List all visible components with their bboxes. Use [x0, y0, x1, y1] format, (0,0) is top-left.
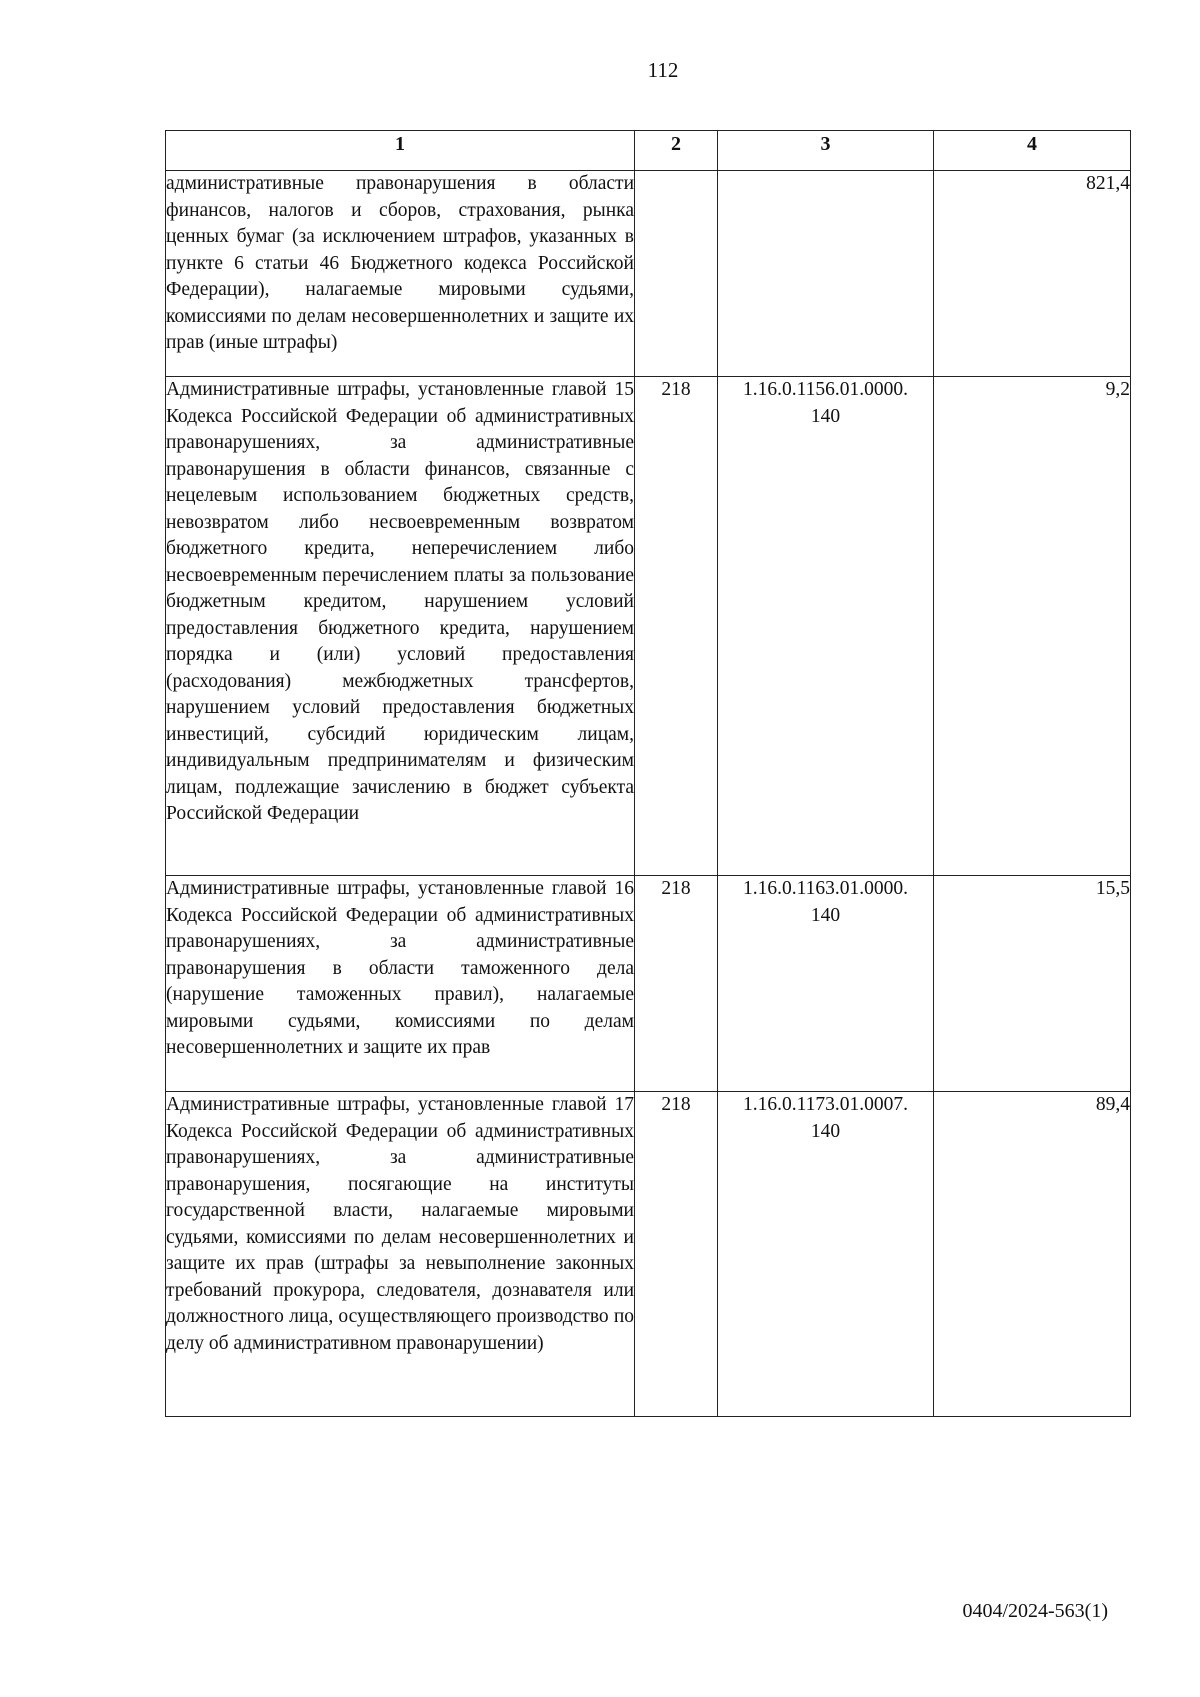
amount-cell: 821,4	[934, 171, 1131, 377]
admin-code-cell: 218	[635, 876, 718, 1092]
column-header-1: 1	[166, 131, 635, 171]
budget-code-cell	[718, 1092, 934, 1417]
revenue-name-cell: Административные штрафы, установленные главой 17 Кодекса Российской Федерации об административных правонарушениях, за административные правонарушения, посягающие на институты государственной власти, налагаемые мировыми судьями, комиссиями по делам несовершеннолетних и защите их прав (штрафы за невыполнение законных требований прокурора, следователя, дознавателя или должностного лица, осуществляющего производство по делу об административном правонарушении)	[166, 1092, 635, 1417]
amount-cell: 89,4	[934, 1092, 1131, 1417]
admin-code-cell	[635, 171, 718, 377]
budget-code-suffix: 140	[810, 405, 841, 427]
column-header-3: 3	[718, 131, 934, 171]
table-row	[166, 171, 1131, 377]
table-header-row	[166, 131, 1131, 171]
table-row	[166, 377, 1131, 876]
revenue-name-cell: Административные штрафы, установленные главой 15 Кодекса Российской Федерации об административных правонарушениях, за административные правонарушения в области финансов, связанные с нецелевым использованием бюджетных средств, невозвратом либо несвоевременным возвратом бюджетного кредита, неперечислением либо несвоевременным перечислением платы за пользование бюджетным кредитом, нарушением условий предоставления бюджетного кредита, нарушением порядка и (или) условий предоставления (расходования) межбюджетных трансфертов, нарушением условий предоставления бюджетных инвестиций, субсидий юридическим лицам, индивидуальным предпринимателям и физическим лицам, подлежащие зачислению в бюджет субъекта Российской Федерации	[166, 377, 635, 876]
admin-code-cell: 218	[635, 377, 718, 876]
amount-cell: 9,2	[934, 377, 1131, 876]
budget-code-cell	[718, 876, 934, 1092]
revenue-name-cell: административные правонарушения в области финансов, налогов и сборов, страхования, рынка ценных бумаг (за исключением штрафов, указанных в пункте 6 статьи 46 Бюджетного кодекса Российской Федерации), налагаемые мировыми судьями, комиссиями по делам несовершеннолетних и защите их прав (иные штрафы)	[166, 171, 635, 377]
page-number: 112	[647, 58, 679, 82]
revenue-table	[165, 130, 1131, 1417]
budget-code-suffix: 140	[810, 904, 841, 926]
budget-code-line: 1.16.0.1173.01.0007.	[742, 1094, 909, 1115]
budget-code-cell	[718, 377, 934, 876]
column-header-2: 2	[635, 131, 718, 171]
revenue-name-cell: Административные штрафы, установленные главой 16 Кодекса Российской Федерации об административных правонарушениях, за административные правонарушения в области таможенного дела (нарушение таможенных правил), налагаемые мировыми судьями, комиссиями по делам несовершеннолетних и защите их прав	[166, 876, 635, 1092]
admin-code-cell: 218	[635, 1092, 718, 1417]
table-row	[166, 1092, 1131, 1417]
document-registration-code: 0404/2024-563(1)	[962, 1600, 1108, 1622]
budget-code-suffix: 140	[810, 1120, 841, 1142]
column-header-4: 4	[934, 131, 1131, 171]
budget-code-cell	[718, 171, 934, 377]
table-row	[166, 876, 1131, 1092]
budget-code-line: 1.16.0.1163.01.0000.	[742, 878, 909, 899]
budget-code-line: 1.16.0.1156.01.0000.	[742, 379, 909, 400]
amount-cell: 15,5	[934, 876, 1131, 1092]
